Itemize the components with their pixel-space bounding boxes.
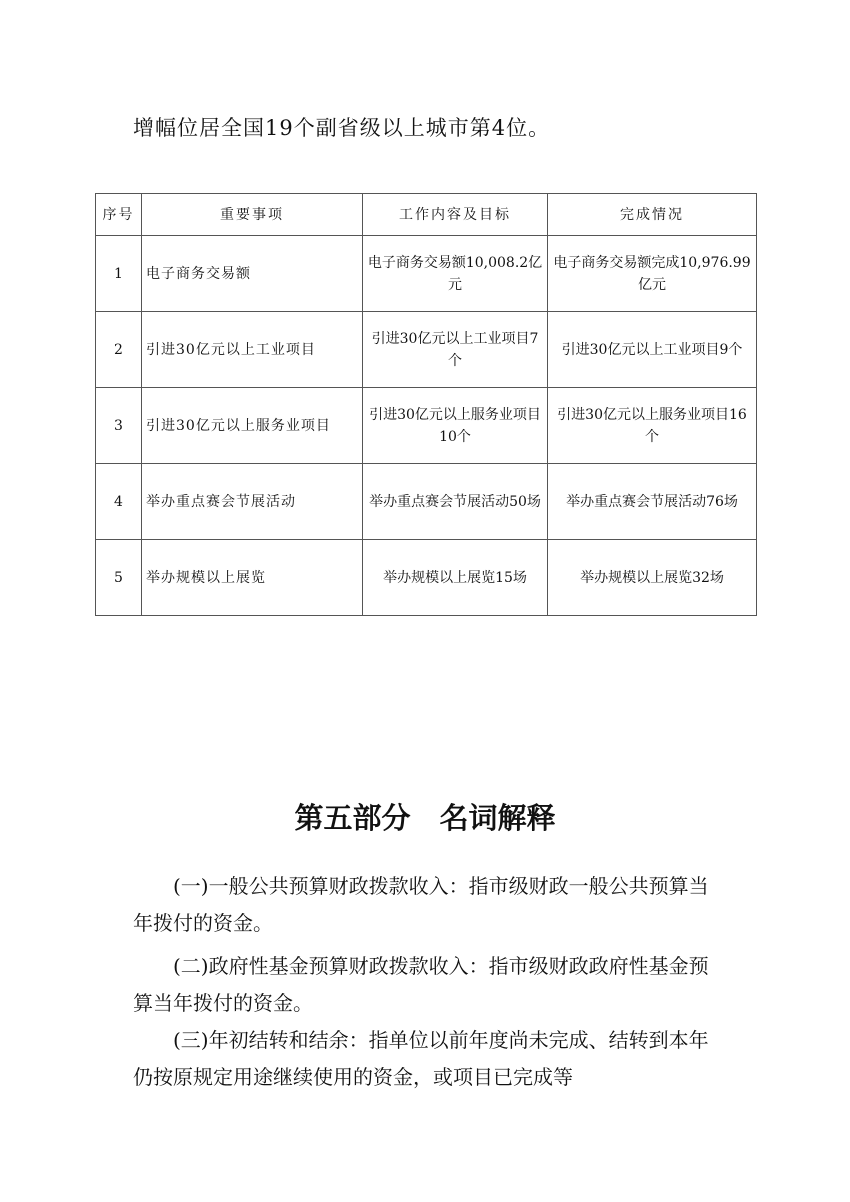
definition-paragraph: (二)政府性基金预算财政拨款收入：指市级财政政府性基金预算当年拨付的资金。 [133,954,709,1015]
key-tasks-table [95,193,757,616]
table-row [96,388,757,464]
table-row [96,464,757,540]
row-done: 电子商务交易额完成10,976.99亿元 [548,236,757,312]
table-row [96,540,757,616]
header-item: 重要事项 [142,194,363,236]
row-number: 2 [96,312,142,388]
row-target: 举办规模以上展览15场 [363,540,548,616]
intro-line: 增幅位居全国19个副省级以上城市第4位。 [133,116,551,140]
definition-paragraph: (一)一般公共预算财政拨款收入：指市级财政一般公共预算当年拨付的资金。 [133,874,709,935]
row-target: 引进30亿元以上服务业项目10个 [363,388,548,464]
row-number: 4 [96,464,142,540]
row-done: 引进30亿元以上服务业项目16个 [548,388,757,464]
row-item: 电子商务交易额 [142,236,363,312]
table-header-row [96,194,757,236]
row-number: 5 [96,540,142,616]
header-no: 序号 [96,194,142,236]
header-done: 完成情况 [548,194,757,236]
row-target: 引进30亿元以上工业项目7个 [363,312,548,388]
definition-paragraph: (三)年初结转和结余：指单位以前年度尚未完成、结转到本年仍按原规定用途继续使用的资金，或项目已完成等 [133,1028,709,1089]
row-target: 电子商务交易额10,008.2亿元 [363,236,548,312]
table-row [96,236,757,312]
row-item: 引进30亿元以上工业项目 [142,312,363,388]
row-done: 引进30亿元以上工业项目9个 [548,312,757,388]
row-number: 3 [96,388,142,464]
row-done: 举办规模以上展览32场 [548,540,757,616]
row-item: 引进30亿元以上服务业项目 [142,388,363,464]
table-row [96,312,757,388]
row-number: 1 [96,236,142,312]
row-item: 举办重点赛会节展活动 [142,464,363,540]
header-target: 工作内容及目标 [363,194,548,236]
row-item: 举办规模以上展览 [142,540,363,616]
row-target: 举办重点赛会节展活动50场 [363,464,548,540]
row-done: 举办重点赛会节展活动76场 [548,464,757,540]
section-title: 第五部分 名词解释 [294,801,556,835]
